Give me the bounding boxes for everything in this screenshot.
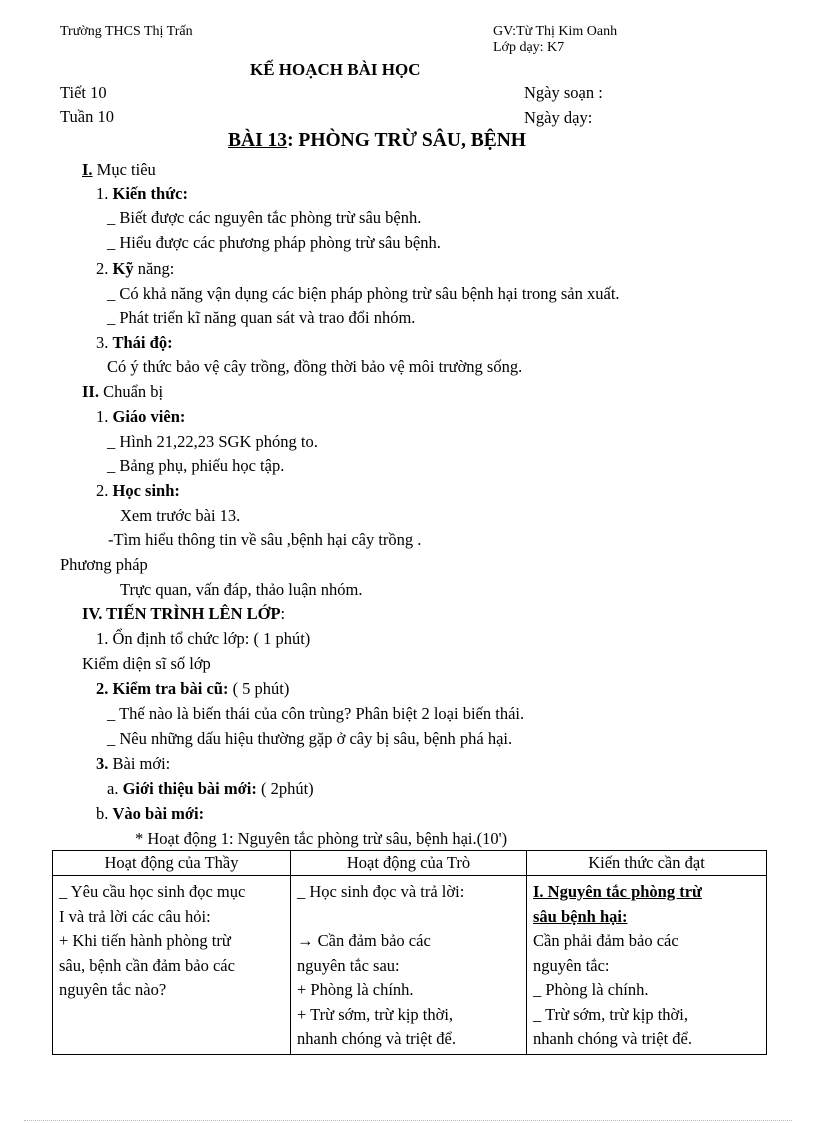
- table-header-row: [53, 851, 767, 876]
- student-activity-line: + Trừ sớm, trừ kịp thời,: [297, 1004, 454, 1024]
- lesson-name: : PHÒNG TRỪ SÂU, BỆNH: [287, 130, 526, 151]
- class-info: Lớp dạy: K7: [493, 40, 565, 55]
- teacher-prep-label: Giáo viên:: [112, 407, 186, 426]
- step2-heading: [96, 679, 289, 699]
- knowledge-title-line: sâu bệnh hại:: [533, 906, 628, 926]
- section-objectives-heading: [82, 160, 156, 180]
- knowledge-line: nhanh chóng và triệt để.: [533, 1029, 692, 1048]
- skills-heading: [96, 259, 174, 279]
- section-preparation-heading: [82, 382, 163, 402]
- skills-num: 2.: [96, 259, 113, 278]
- student-prep-label: Học sinh:: [112, 481, 180, 500]
- step3a-heading: [107, 779, 314, 799]
- section-preparation-label: Chuẩn bị: [98, 382, 164, 401]
- step2-time: ( 5 phút): [228, 679, 290, 698]
- step3-heading: [96, 754, 170, 774]
- student-prep-num: 2.: [96, 481, 113, 500]
- skills-item: _ Có khả năng vận dụng các biện pháp phòng trừ sâu bệnh hại trong sản xuất.: [107, 284, 620, 303]
- step3-label: Bài mới:: [112, 754, 171, 773]
- teacher-activity-line: + Khi tiến hành phòng trừ: [59, 931, 231, 950]
- knowledge-line: Cần phải đảm bảo các: [533, 931, 679, 950]
- step1-heading: [96, 629, 310, 649]
- step1-label: 1. Ổn định tổ chức lớp:: [96, 629, 250, 648]
- attitude-heading: [96, 333, 173, 353]
- activity-1-heading: * Hoạt động 1: Nguyên tắc phòng trừ sâu, bệnh hại.(10'): [135, 829, 508, 848]
- student-activity-line: → Cần đảm bảo các: [297, 931, 431, 950]
- step3a-label: Giới thiệu bài mới:: [122, 779, 257, 798]
- section-objectives-roman: I.: [82, 160, 93, 179]
- lesson-number: BÀI 13: [228, 130, 288, 151]
- teacher-activity-line: I và trả lời các câu hỏi:: [59, 906, 211, 926]
- student-activity-line: nguyên tắc sau:: [297, 955, 400, 975]
- knowledge-heading: [96, 184, 188, 204]
- step3-num: 3.: [96, 754, 113, 773]
- step3a-time: ( 2phút): [256, 779, 314, 798]
- step2-question: _ Thế nào là biến thái của côn trùng? Phân biệt 2 loại biến thái.: [107, 704, 525, 723]
- table-header-student: Hoạt động của Trò: [291, 851, 527, 876]
- step3a-letter: a.: [107, 779, 123, 798]
- activity-table: [52, 850, 767, 1055]
- skills-label-rest: năng:: [133, 259, 175, 278]
- step3b-label: Vào bài mới:: [112, 804, 205, 823]
- method-text: Trực quan, vấn đáp, thảo luận nhóm.: [120, 580, 363, 599]
- knowledge-num: 1.: [96, 184, 113, 203]
- plan-title: KẾ HOẠCH BÀI HỌC: [250, 60, 421, 79]
- teacher-activity-cell: [53, 876, 291, 1055]
- method-heading: Phương pháp: [60, 555, 148, 574]
- teacher-prep-num: 1.: [96, 407, 113, 426]
- week-label: Tuần 10: [60, 107, 114, 126]
- step1-time: ( 1 phút): [249, 629, 311, 648]
- table-header-teacher: Hoạt động của Thầy: [53, 851, 291, 876]
- table-header-knowledge: Kiến thức cần đạt: [527, 851, 767, 876]
- knowledge-line: _ Trừ sớm, trừ kịp thời,: [533, 1004, 688, 1024]
- table-row: [53, 876, 767, 1055]
- student-activity-line: _ Học sinh đọc và trả lời:: [297, 882, 465, 901]
- attitude-text: Có ý thức bảo vệ cây trồng, đồng thời bảo vệ môi trường sống.: [107, 357, 523, 376]
- step3b-heading: [96, 804, 204, 824]
- step1-extra: Kiểm diện sĩ số lớp: [82, 654, 211, 673]
- teacher-prep-item: _ Bảng phụ, phiếu học tập.: [107, 456, 285, 475]
- student-activity-line: [297, 905, 521, 930]
- section-procedure-heading: [82, 604, 285, 624]
- knowledge-label: Kiến thức:: [112, 184, 188, 203]
- knowledge-cell: [527, 876, 767, 1055]
- school-name: Trường THCS Thị Trấn: [60, 24, 193, 39]
- student-activity-cell: [291, 876, 527, 1055]
- lesson-title: [228, 131, 526, 151]
- knowledge-title-line: I. Nguyên tắc phòng trừ: [533, 882, 702, 901]
- skills-label: Kỹ: [112, 259, 134, 278]
- knowledge-item: _ Hiểu được các phương pháp phòng trừ sâu bệnh.: [107, 233, 441, 252]
- teacher-activity-line: nguyên tắc nào?: [59, 980, 167, 999]
- knowledge-item: _ Biết được các nguyên tắc phòng trừ sâu bệnh.: [107, 208, 422, 227]
- knowledge-line: _ Phòng là chính.: [533, 980, 649, 999]
- prep-date-label: Ngày soạn :: [524, 83, 603, 102]
- teacher-prep-item: _ Hình 21,22,23 SGK phóng to.: [107, 432, 318, 451]
- attitude-label: Thái độ:: [112, 333, 173, 352]
- knowledge-line: nguyên tắc:: [533, 955, 610, 975]
- student-activity-line: nhanh chóng và triệt để.: [297, 1029, 456, 1048]
- student-prep-heading: [96, 481, 180, 501]
- step3b-letter: b.: [96, 804, 113, 823]
- page-bottom-divider: [24, 1120, 792, 1121]
- step2-question: _ Nêu những dấu hiệu thường gặp ở cây bị sâu, bệnh phá hại.: [107, 729, 513, 748]
- student-prep-item: -Tìm hiểu thông tin về sâu ,bệnh hại cây trồng .: [108, 530, 422, 549]
- teacher-prep-heading: [96, 407, 185, 427]
- teacher-activity-line: _ Yêu cầu học sinh đọc mục: [59, 882, 246, 901]
- section-objectives-label: Mục tiêu: [92, 160, 156, 179]
- attitude-num: 3.: [96, 333, 113, 352]
- step2-label: 2. Kiểm tra bài cũ:: [96, 679, 229, 698]
- student-prep-item: Xem trước bài 13.: [120, 506, 241, 525]
- section-preparation-roman: II.: [82, 382, 99, 401]
- teach-date-label: Ngày dạy:: [524, 108, 593, 127]
- student-activity-line: + Phòng là chính.: [297, 980, 414, 999]
- teacher-activity-line: sâu, bệnh cần đảm bảo các: [59, 955, 235, 975]
- section-procedure-label: IV. TIẾN TRÌNH LÊN LỚP: [82, 604, 281, 623]
- teacher-name: GV:Từ Thị Kim Oanh: [493, 24, 618, 39]
- period-label: Tiết 10: [60, 83, 107, 102]
- section-procedure-colon: :: [280, 604, 286, 623]
- skills-item: _ Phát triển kĩ năng quan sát và trao đổi nhóm.: [107, 308, 416, 327]
